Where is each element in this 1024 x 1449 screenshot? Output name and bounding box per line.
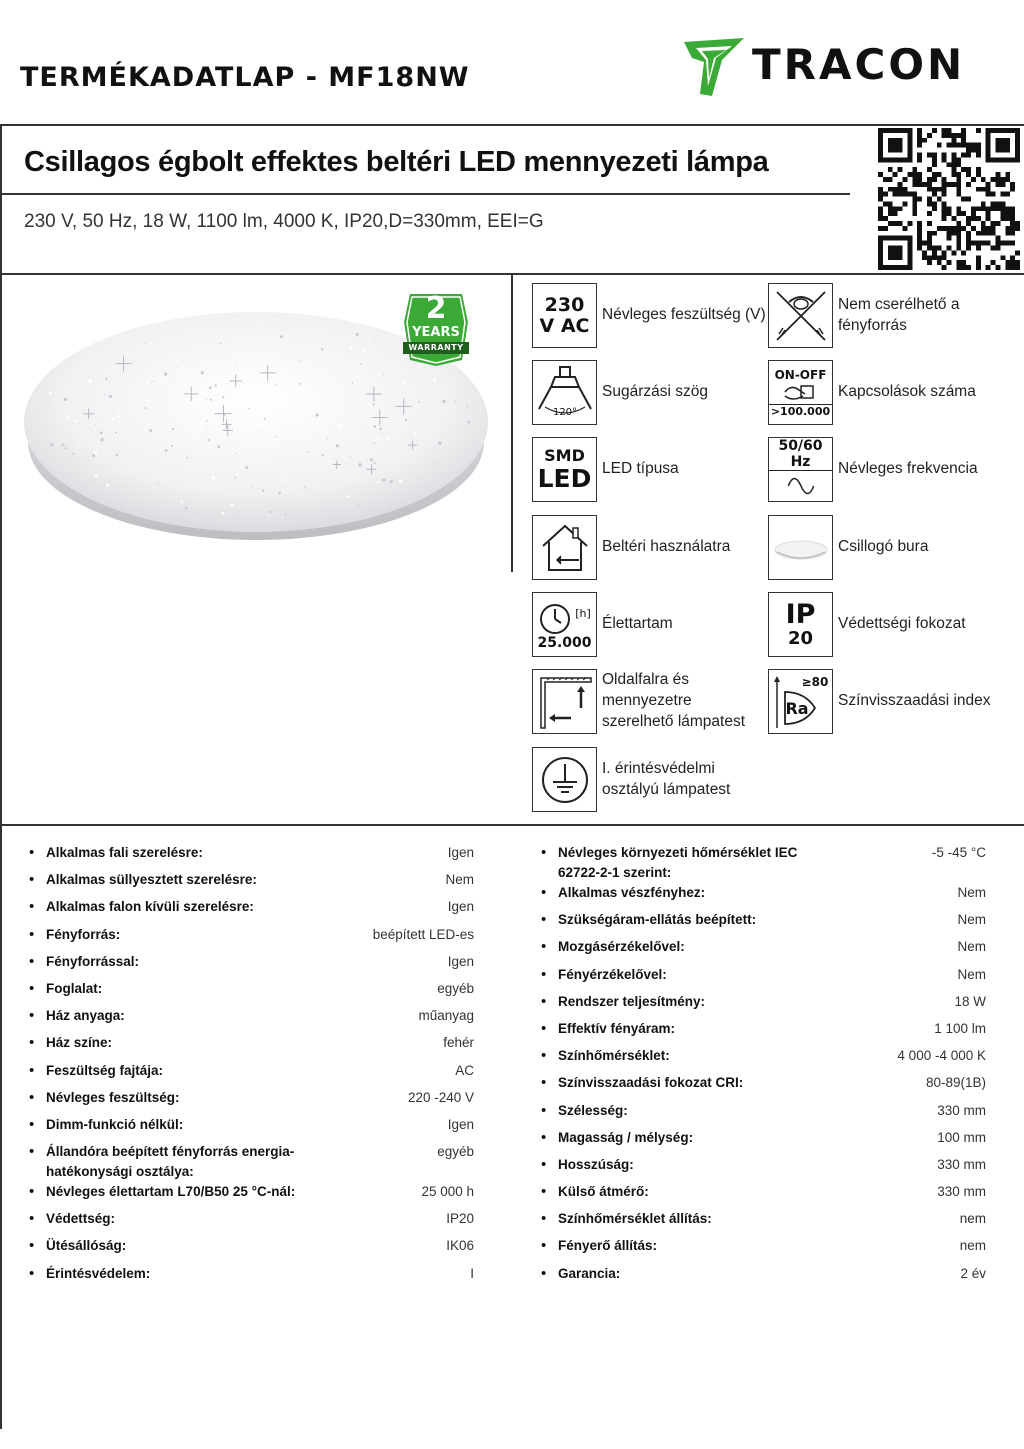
qr-code-icon[interactable] [878,128,1020,270]
spec-value: Nem [957,885,986,900]
spec-row [46,952,474,979]
divider [0,124,1024,126]
non-replaceable-lamp-icon [768,283,833,348]
spec-label: • Fényerő állítás: [558,1238,658,1254]
spec-value: I [470,1265,474,1281]
document-title: TERMÉKADATLAP - MF18NW [20,62,470,93]
feature-ip-rating [768,592,966,657]
spec-label: • Effektív fényáram: [558,1020,676,1036]
spec-value: 1 100 lm [934,1020,986,1036]
spec-value: nem [959,1211,986,1227]
cri-icon [768,669,833,734]
spec-row [558,1128,986,1155]
spec-row [46,870,474,897]
spec-row [558,910,986,937]
spec-row [46,1142,474,1182]
spec-label: • Ház színe: [46,1035,113,1051]
spec-row [558,1046,986,1073]
spec-label: • Alkalmas vészfényhez: [558,885,706,900]
spec-value: Igen [447,845,474,860]
feature-label: Csillogó bura [838,538,929,556]
spec-label: • Feszültség fajtája: [46,1062,164,1078]
warranty-word: WARRANTY [408,343,464,352]
feature-label: Nem cserélhető a fényforrás [838,295,960,334]
spec-label: • Színhőmérséklet állítás: [558,1211,712,1227]
spec-label: • Alkalmas fali szerelésre: [46,845,203,860]
spec-row [558,1209,986,1236]
feature-label: Sugárzási szög [602,383,708,401]
switching-cycles-icon: ON-OFF >100.000 [768,360,833,425]
spec-value: beépített LED-es [372,926,474,942]
spec-label: • Fényforrás: [46,926,121,942]
warranty-badge [402,290,470,368]
feature-lifetime [532,592,673,657]
ip-rating-icon: IP 20 [768,592,833,657]
brand-name: TRACON [752,40,966,89]
spec-label: • Névleges élettartam L70/B50 25 °C-nál: [46,1184,296,1200]
spec-label: • Ütésállóság: [46,1238,127,1254]
spec-row [558,1101,986,1128]
feature-switching-cycles [768,360,976,425]
spec-row [46,1209,474,1236]
feature-sparkling-cover [768,515,928,580]
feature-cri [768,669,991,734]
spec-label: • Érintésvédelem: [46,1265,151,1281]
spec-row [558,1073,986,1100]
spec-row [558,1182,986,1209]
spec-label: • Dimm-funkció nélkül: [46,1116,184,1132]
tracon-logo-icon [682,36,746,98]
feature-led-type [532,437,679,502]
tracon-logo [682,36,1012,98]
spec-label: • Színvisszaadási fokozat CRI: [558,1075,744,1091]
indoor-use-icon [532,515,597,580]
spec-value: 2 év [960,1265,986,1281]
spec-row [46,925,474,952]
spec-row [46,897,474,924]
spec-row [46,1236,474,1263]
spec-value: Nem [957,912,986,928]
feature-wall-ceiling-mount [532,669,762,734]
spec-row [46,1182,474,1209]
product-name: Csillagos égbolt effektes beltéri LED mennyezeti lámpa [24,146,769,178]
spec-value: Igen [447,1116,474,1132]
feature-label: Oldalfalra és mennyezetre szerelhető lámpatest [602,671,746,730]
spec-value: nem [959,1238,986,1254]
spec-value: Nem [445,872,474,888]
spec-value: Nem [957,939,986,955]
spec-row [46,1115,474,1142]
spec-row [46,1264,474,1291]
spec-label: • Magasság / mélység: [558,1129,694,1145]
feature-label: I. érintésvédelmi osztályú lámpatest [602,759,731,798]
spec-value: fehér [443,1035,474,1051]
spec-label: • Garancia: [558,1265,621,1281]
led-type-icon: SMD LED [532,437,597,502]
spec-value: Nem [957,966,986,982]
spec-label: • Fényforrással: [46,953,140,969]
svg-text:[h]: [h] [574,606,591,620]
feature-voltage [532,283,766,348]
lifetime-clock-icon: [h] 25.000 [532,592,597,657]
spec-row [558,843,986,883]
product-specs-line: 230 V, 50 Hz, 18 W, 1100 lm, 4000 K, IP20,D=330mm, EEI=G [24,211,544,232]
spec-label: • Névleges környezeti hőmérséklet IEC 62722-2-1 szerint: [558,845,798,880]
spec-row [46,1088,474,1115]
spec-row [46,843,474,870]
spec-label: • Fényérzékelővel: [558,966,667,982]
divider [511,275,513,572]
frequency-icon: 50/60 Hz [768,437,833,502]
warranty-number: 2 [425,291,447,326]
spec-label: • Külső átmérő: [558,1184,649,1200]
spec-value: AC [455,1062,474,1078]
spec-value: 4 000 -4 000 K [897,1048,986,1064]
spec-label: • Foglalat: [46,980,103,996]
spec-value: 25 000 h [421,1184,474,1200]
spec-value: IP20 [446,1211,474,1227]
spec-row [558,1155,986,1182]
feature-frequency [768,437,978,502]
feature-label: Névleges frekvencia [838,460,978,478]
spec-value: Igen [447,899,474,915]
spec-label: • Névleges feszültség: [46,1089,180,1105]
spec-label: • Szükségáram-ellátás beépített: [558,912,757,928]
spec-row [558,1236,986,1263]
feature-label: LED típusa [602,460,679,478]
spec-value: 80-89(1B) [925,1075,986,1091]
spec-label: • Állandóra beépített fényforrás energia-hatékonysági osztálya: [46,1144,295,1180]
spec-value: 330 mm [937,1102,986,1118]
protection-class-1-icon [532,747,597,812]
feature-label: Névleges feszültség (V) [602,306,766,324]
wall-ceiling-mount-icon [532,669,597,734]
spec-row [558,883,986,910]
spec-label: • Ház anyaga: [46,1008,125,1024]
spec-value: 100 mm [937,1129,986,1145]
feature-beam-angle [532,360,708,425]
spec-value: egyéb [437,1144,474,1160]
svg-text:120°: 120° [552,406,577,418]
feature-label: Védettségi fokozat [838,615,966,633]
spec-value: 330 mm [937,1184,986,1200]
spec-row [46,1006,474,1033]
spec-value: 330 mm [937,1156,986,1172]
specs-right-column [558,843,986,1291]
spec-row [558,992,986,1019]
divider [0,124,2,1429]
spec-row [558,1019,986,1046]
spec-label: • Védettség: [46,1211,116,1227]
spec-value: műanyag [418,1008,474,1024]
spec-label: • Hosszúság: [558,1156,634,1172]
feature-label: Beltéri használatra [602,538,731,556]
divider [0,193,850,195]
feature-non-replaceable-lamp [768,283,968,348]
spec-label: • Alkalmas süllyesztett szerelésre: [46,872,257,888]
divider [0,824,1024,826]
spec-value: egyéb [437,980,474,996]
spec-label: • Színhőmérséklet: [558,1048,670,1064]
spec-row [46,979,474,1006]
svg-text:≥80: ≥80 [801,674,828,689]
voltage-icon: 230 V AC [532,283,597,348]
spec-value: 18 W [954,993,986,1009]
spec-label: • Alkalmas falon kívüli szerelésre: [46,899,254,915]
sparkling-cover-icon [768,515,833,580]
feature-protection-class [532,747,752,812]
beam-angle-icon [532,360,597,425]
spec-value: IK06 [446,1238,474,1254]
svg-text:Ra: Ra [784,698,809,718]
spec-label: • Rendszer teljesítmény: [558,993,706,1009]
feature-label: Kapcsolások száma [838,383,976,401]
spec-row [558,937,986,964]
spec-row [558,965,986,992]
spec-row [46,1033,474,1060]
specs-left-column [46,843,474,1291]
spec-row [558,1264,986,1291]
spec-row [46,1061,474,1088]
spec-label: • Mozgásérzékelővel: [558,939,685,955]
warranty-years: YEARS [412,325,460,340]
feature-label: Élettartam [602,615,673,633]
spec-label: • Szélesség: [558,1102,628,1118]
feature-label: Színvisszaadási index [838,692,991,710]
feature-indoor-use [532,515,730,580]
spec-value: 220 -240 V [407,1089,474,1105]
spec-value: Igen [447,953,474,969]
spec-value: -5 -45 °C [931,845,986,860]
